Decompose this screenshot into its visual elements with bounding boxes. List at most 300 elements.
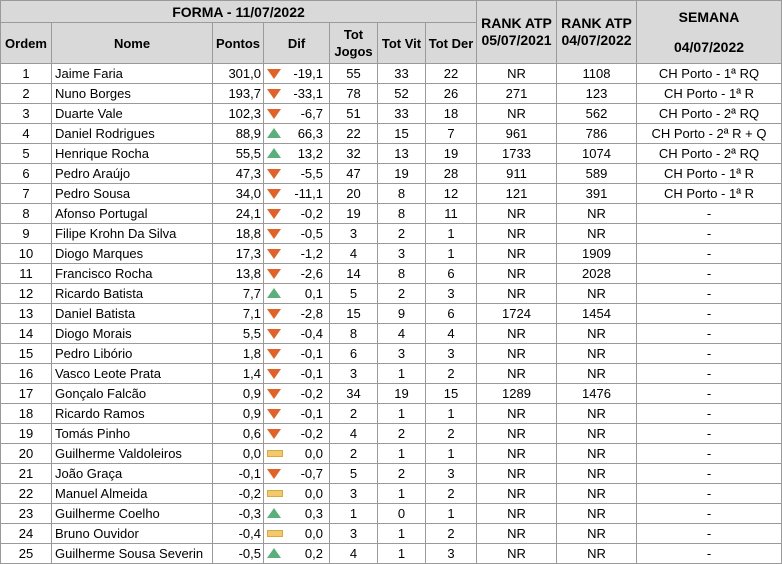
dif-value: -0,2	[300, 386, 323, 401]
cell-tot-der: 3	[426, 544, 477, 564]
col-nome-header: Nome	[52, 23, 213, 64]
cell-rank-atp-2021: NR	[477, 64, 557, 84]
cell-tot-der: 1	[426, 404, 477, 424]
cell-tot-vit: 2	[378, 464, 426, 484]
cell-rank-atp-2021: NR	[477, 364, 557, 384]
cell-nome: Diogo Morais	[52, 324, 213, 344]
cell-rank-atp-2022: NR	[557, 284, 637, 304]
cell-tot-vit: 33	[378, 104, 426, 124]
trend-down-icon	[267, 349, 281, 359]
cell-semana: -	[637, 304, 782, 324]
cell-pontos: -0,1	[213, 464, 264, 484]
rank-atp-2021-date: 05/07/2021	[481, 32, 552, 48]
cell-rank-atp-2021: NR	[477, 224, 557, 244]
table-row	[1, 244, 782, 264]
cell-nome: Tomás Pinho	[52, 424, 213, 444]
cell-nome: João Graça	[52, 464, 213, 484]
table-row	[1, 444, 782, 464]
cell-pontos: -0,5	[213, 544, 264, 564]
cell-rank-atp-2022: NR	[557, 364, 637, 384]
cell-tot-der: 1	[426, 244, 477, 264]
cell-rank-atp-2022: NR	[557, 204, 637, 224]
cell-tot-vit: 0	[378, 504, 426, 524]
cell-tot-jogos: 3	[330, 224, 378, 244]
cell-tot-vit: 19	[378, 164, 426, 184]
cell-pontos: 0,0	[213, 444, 264, 464]
cell-pontos: 301,0	[213, 64, 264, 84]
cell-ordem: 3	[1, 104, 52, 124]
cell-semana: CH Porto - 1ª RQ	[637, 64, 782, 84]
table-row	[1, 144, 782, 164]
cell-nome: Gonçalo Falcão	[52, 384, 213, 404]
cell-tot-vit: 4	[378, 324, 426, 344]
dif-value: -6,7	[300, 106, 323, 121]
dif-value: -33,1	[293, 86, 323, 101]
table-row	[1, 504, 782, 524]
cell-tot-der: 2	[426, 424, 477, 444]
cell-rank-atp-2022: NR	[557, 444, 637, 464]
cell-semana: -	[637, 364, 782, 384]
dif-value: -0,4	[300, 326, 323, 341]
cell-pontos: -0,3	[213, 504, 264, 524]
cell-ordem: 12	[1, 284, 52, 304]
table-row	[1, 184, 782, 204]
cell-dif	[264, 524, 330, 544]
cell-tot-der: 4	[426, 324, 477, 344]
table-row	[1, 544, 782, 564]
cell-tot-vit: 3	[378, 344, 426, 364]
cell-rank-atp-2022: 562	[557, 104, 637, 124]
cell-tot-vit: 1	[378, 544, 426, 564]
trend-down-icon	[267, 409, 281, 419]
trend-up-icon	[267, 548, 281, 558]
cell-tot-der: 6	[426, 264, 477, 284]
trend-flat-icon	[267, 490, 283, 497]
cell-rank-atp-2022: 1074	[557, 144, 637, 164]
cell-tot-der: 19	[426, 144, 477, 164]
dif-value: -1,2	[300, 246, 323, 261]
col-tot-der-header: Tot Der	[426, 23, 477, 64]
table-row	[1, 524, 782, 544]
cell-pontos: 88,9	[213, 124, 264, 144]
table-row	[1, 104, 782, 124]
cell-dif	[264, 324, 330, 344]
cell-nome: Pedro Libório	[52, 344, 213, 364]
cell-tot-der: 22	[426, 64, 477, 84]
cell-tot-der: 26	[426, 84, 477, 104]
cell-tot-der: 7	[426, 124, 477, 144]
cell-tot-der: 1	[426, 224, 477, 244]
trend-down-icon	[267, 189, 281, 199]
cell-rank-atp-2022: 786	[557, 124, 637, 144]
cell-rank-atp-2022: NR	[557, 324, 637, 344]
cell-dif	[264, 264, 330, 284]
cell-ordem: 8	[1, 204, 52, 224]
cell-rank-atp-2022: NR	[557, 344, 637, 364]
cell-pontos: 17,3	[213, 244, 264, 264]
cell-nome: Pedro Araújo	[52, 164, 213, 184]
cell-tot-vit: 1	[378, 484, 426, 504]
cell-semana: -	[637, 404, 782, 424]
dif-value: -0,2	[300, 206, 323, 221]
rank-atp-2022-header	[557, 1, 637, 64]
dif-value: -0,7	[300, 466, 323, 481]
cell-nome: Pedro Sousa	[52, 184, 213, 204]
col-tot-jogos-header: Tot Jogos	[330, 23, 378, 64]
cell-nome: Bruno Ouvidor	[52, 524, 213, 544]
table-title: FORMA - 11/07/2022	[1, 1, 477, 23]
cell-tot-der: 1	[426, 504, 477, 524]
trend-down-icon	[267, 469, 281, 479]
cell-ordem: 1	[1, 64, 52, 84]
trend-down-icon	[267, 249, 281, 259]
cell-tot-jogos: 55	[330, 64, 378, 84]
cell-tot-jogos: 5	[330, 284, 378, 304]
cell-ordem: 13	[1, 304, 52, 324]
cell-rank-atp-2022: NR	[557, 504, 637, 524]
cell-tot-jogos: 78	[330, 84, 378, 104]
cell-semana: CH Porto - 2ª R + Q	[637, 124, 782, 144]
cell-tot-jogos: 34	[330, 384, 378, 404]
cell-nome: Daniel Batista	[52, 304, 213, 324]
cell-tot-der: 2	[426, 484, 477, 504]
table-row	[1, 204, 782, 224]
trend-down-icon	[267, 209, 281, 219]
table-row	[1, 304, 782, 324]
cell-rank-atp-2022: NR	[557, 544, 637, 564]
dif-value: 0,0	[304, 526, 323, 541]
trend-down-icon	[267, 389, 281, 399]
cell-nome: Nuno Borges	[52, 84, 213, 104]
cell-dif	[264, 384, 330, 404]
cell-tot-jogos: 5	[330, 464, 378, 484]
cell-pontos: 18,8	[213, 224, 264, 244]
cell-dif	[264, 144, 330, 164]
dif-value: 0,0	[304, 486, 323, 501]
cell-ordem: 9	[1, 224, 52, 244]
cell-rank-atp-2022: NR	[557, 484, 637, 504]
cell-semana: -	[637, 444, 782, 464]
cell-rank-atp-2021: NR	[477, 404, 557, 424]
table-row	[1, 384, 782, 404]
cell-rank-atp-2022: 1909	[557, 244, 637, 264]
cell-ordem: 11	[1, 264, 52, 284]
cell-tot-jogos: 15	[330, 304, 378, 324]
cell-pontos: 102,3	[213, 104, 264, 124]
dif-value: -2,8	[300, 306, 323, 321]
cell-nome: Guilherme Sousa Severin	[52, 544, 213, 564]
cell-rank-atp-2022: 1476	[557, 384, 637, 404]
cell-pontos: 0,9	[213, 384, 264, 404]
cell-dif	[264, 364, 330, 384]
cell-tot-der: 11	[426, 204, 477, 224]
cell-tot-der: 2	[426, 524, 477, 544]
cell-tot-der: 3	[426, 284, 477, 304]
cell-pontos: 7,1	[213, 304, 264, 324]
cell-dif	[264, 284, 330, 304]
cell-rank-atp-2022: 123	[557, 84, 637, 104]
cell-rank-atp-2022: 391	[557, 184, 637, 204]
cell-nome: Duarte Vale	[52, 104, 213, 124]
cell-semana: -	[637, 324, 782, 344]
cell-dif	[264, 84, 330, 104]
cell-tot-vit: 1	[378, 444, 426, 464]
dif-value: -0,5	[300, 226, 323, 241]
cell-rank-atp-2021: NR	[477, 484, 557, 504]
trend-down-icon	[267, 269, 281, 279]
cell-dif	[264, 164, 330, 184]
dif-value: 0,1	[304, 286, 323, 301]
cell-semana: -	[637, 464, 782, 484]
cell-rank-atp-2021: NR	[477, 204, 557, 224]
rank-atp-2022-label: RANK ATP	[561, 15, 632, 31]
cell-tot-vit: 1	[378, 404, 426, 424]
cell-rank-atp-2021: NR	[477, 524, 557, 544]
dif-value: -0,1	[300, 406, 323, 421]
cell-tot-jogos: 4	[330, 544, 378, 564]
cell-rank-atp-2022: 2028	[557, 264, 637, 284]
dif-value: -5,5	[300, 166, 323, 181]
cell-semana: -	[637, 244, 782, 264]
cell-tot-der: 18	[426, 104, 477, 124]
cell-rank-atp-2021: 961	[477, 124, 557, 144]
cell-tot-vit: 19	[378, 384, 426, 404]
cell-rank-atp-2021: NR	[477, 344, 557, 364]
cell-tot-jogos: 3	[330, 364, 378, 384]
cell-dif	[264, 224, 330, 244]
dif-value: 66,3	[297, 126, 323, 141]
cell-dif	[264, 204, 330, 224]
cell-pontos: 1,8	[213, 344, 264, 364]
trend-down-icon	[267, 69, 281, 79]
cell-dif	[264, 124, 330, 144]
cell-semana: CH Porto - 1ª R	[637, 184, 782, 204]
dif-value: 0,0	[304, 446, 323, 461]
cell-tot-vit: 13	[378, 144, 426, 164]
cell-ordem: 7	[1, 184, 52, 204]
cell-dif	[264, 504, 330, 524]
cell-rank-atp-2022: NR	[557, 224, 637, 244]
cell-tot-jogos: 3	[330, 524, 378, 544]
cell-rank-atp-2021: NR	[477, 244, 557, 264]
trend-down-icon	[267, 229, 281, 239]
table-body	[1, 64, 782, 564]
table-row	[1, 164, 782, 184]
cell-dif	[264, 464, 330, 484]
cell-dif	[264, 244, 330, 264]
cell-pontos: 24,1	[213, 204, 264, 224]
table-row	[1, 424, 782, 444]
cell-nome: Filipe Krohn Da Silva	[52, 224, 213, 244]
semana-header	[637, 1, 782, 64]
cell-rank-atp-2021: NR	[477, 324, 557, 344]
cell-nome: Daniel Rodrigues	[52, 124, 213, 144]
trend-down-icon	[267, 429, 281, 439]
cell-tot-jogos: 4	[330, 244, 378, 264]
cell-rank-atp-2021: NR	[477, 544, 557, 564]
cell-tot-vit: 2	[378, 424, 426, 444]
table-row	[1, 64, 782, 84]
table-row	[1, 264, 782, 284]
cell-tot-jogos: 20	[330, 184, 378, 204]
dif-value: -0,2	[300, 426, 323, 441]
cell-ordem: 21	[1, 464, 52, 484]
dif-value: -0,1	[300, 366, 323, 381]
cell-ordem: 18	[1, 404, 52, 424]
cell-semana: CH Porto - 1ª R	[637, 84, 782, 104]
trend-flat-icon	[267, 530, 283, 537]
cell-semana: -	[637, 484, 782, 504]
trend-up-icon	[267, 288, 281, 298]
cell-rank-atp-2021: NR	[477, 104, 557, 124]
cell-tot-vit: 52	[378, 84, 426, 104]
cell-rank-atp-2021: NR	[477, 424, 557, 444]
cell-tot-jogos: 8	[330, 324, 378, 344]
cell-tot-jogos: 51	[330, 104, 378, 124]
trend-down-icon	[267, 309, 281, 319]
col-dif-header: Dif	[264, 23, 330, 64]
cell-semana: CH Porto - 2ª RQ	[637, 104, 782, 124]
cell-pontos: 55,5	[213, 144, 264, 164]
cell-dif	[264, 404, 330, 424]
cell-rank-atp-2021: NR	[477, 504, 557, 524]
cell-tot-jogos: 14	[330, 264, 378, 284]
cell-dif	[264, 104, 330, 124]
cell-nome: Henrique Rocha	[52, 144, 213, 164]
cell-pontos: 47,3	[213, 164, 264, 184]
cell-ordem: 20	[1, 444, 52, 464]
cell-nome: Ricardo Ramos	[52, 404, 213, 424]
cell-pontos: 7,7	[213, 284, 264, 304]
cell-dif	[264, 444, 330, 464]
cell-tot-der: 12	[426, 184, 477, 204]
col-tot-vit-header: Tot Vit	[378, 23, 426, 64]
rank-atp-2022-date: 04/07/2022	[561, 32, 632, 48]
table-row	[1, 284, 782, 304]
cell-ordem: 14	[1, 324, 52, 344]
cell-rank-atp-2021: 271	[477, 84, 557, 104]
table-row	[1, 344, 782, 364]
cell-tot-der: 2	[426, 364, 477, 384]
semana-date: 04/07/2022	[673, 39, 745, 55]
cell-semana: -	[637, 224, 782, 244]
table-row	[1, 324, 782, 344]
cell-semana: -	[637, 284, 782, 304]
cell-pontos: -0,4	[213, 524, 264, 544]
dif-value: -0,1	[300, 346, 323, 361]
cell-dif	[264, 64, 330, 84]
cell-rank-atp-2022: 1108	[557, 64, 637, 84]
cell-nome: Ricardo Batista	[52, 284, 213, 304]
cell-rank-atp-2021: 121	[477, 184, 557, 204]
dif-value: -11,1	[294, 186, 323, 201]
cell-nome: Francisco Rocha	[52, 264, 213, 284]
cell-nome: Jaime Faria	[52, 64, 213, 84]
cell-rank-atp-2021: 1289	[477, 384, 557, 404]
cell-rank-atp-2022: 589	[557, 164, 637, 184]
cell-tot-der: 3	[426, 464, 477, 484]
cell-ordem: 19	[1, 424, 52, 444]
cell-rank-atp-2021: NR	[477, 264, 557, 284]
cell-tot-jogos: 2	[330, 444, 378, 464]
rank-atp-2021-label: RANK ATP	[481, 15, 552, 31]
cell-tot-jogos: 3	[330, 484, 378, 504]
cell-nome: Diogo Marques	[52, 244, 213, 264]
cell-tot-vit: 8	[378, 184, 426, 204]
cell-ordem: 25	[1, 544, 52, 564]
cell-tot-vit: 1	[378, 524, 426, 544]
cell-tot-vit: 2	[378, 284, 426, 304]
cell-ordem: 15	[1, 344, 52, 364]
trend-down-icon	[267, 109, 281, 119]
cell-ordem: 22	[1, 484, 52, 504]
cell-rank-atp-2022: NR	[557, 404, 637, 424]
cell-semana: CH Porto - 1ª R	[637, 164, 782, 184]
semana-label: SEMANA	[678, 9, 740, 25]
trend-up-icon	[267, 148, 281, 158]
cell-tot-jogos: 32	[330, 144, 378, 164]
cell-dif	[264, 424, 330, 444]
cell-tot-jogos: 1	[330, 504, 378, 524]
cell-semana: -	[637, 504, 782, 524]
cell-semana: -	[637, 344, 782, 364]
table-row	[1, 84, 782, 104]
cell-tot-vit: 33	[378, 64, 426, 84]
cell-dif	[264, 304, 330, 324]
table-row	[1, 464, 782, 484]
cell-ordem: 10	[1, 244, 52, 264]
cell-tot-jogos: 19	[330, 204, 378, 224]
dif-value: 0,2	[304, 546, 323, 561]
dif-value: 13,2	[297, 146, 323, 161]
cell-tot-der: 3	[426, 344, 477, 364]
cell-tot-vit: 2	[378, 224, 426, 244]
cell-semana: -	[637, 204, 782, 224]
col-ordem-header: Ordem	[1, 23, 52, 64]
cell-ordem: 6	[1, 164, 52, 184]
dif-value: -19,1	[293, 66, 323, 81]
table-row	[1, 224, 782, 244]
trend-up-icon	[267, 508, 281, 518]
cell-ordem: 2	[1, 84, 52, 104]
cell-pontos: 13,8	[213, 264, 264, 284]
table-row	[1, 484, 782, 504]
table-row	[1, 364, 782, 384]
trend-flat-icon	[267, 450, 283, 457]
cell-rank-atp-2022: NR	[557, 464, 637, 484]
table-row	[1, 124, 782, 144]
cell-rank-atp-2022: NR	[557, 424, 637, 444]
cell-semana: -	[637, 384, 782, 404]
cell-semana: CH Porto - 2ª RQ	[637, 144, 782, 164]
cell-rank-atp-2021: 1724	[477, 304, 557, 324]
cell-rank-atp-2021: NR	[477, 464, 557, 484]
cell-dif	[264, 184, 330, 204]
cell-tot-der: 6	[426, 304, 477, 324]
cell-semana: -	[637, 264, 782, 284]
cell-ordem: 23	[1, 504, 52, 524]
col-pontos-header: Pontos	[213, 23, 264, 64]
cell-rank-atp-2022: NR	[557, 524, 637, 544]
cell-tot-jogos: 2	[330, 404, 378, 424]
cell-nome: Manuel Almeida	[52, 484, 213, 504]
cell-rank-atp-2021: 911	[477, 164, 557, 184]
cell-tot-vit: 8	[378, 204, 426, 224]
cell-tot-der: 15	[426, 384, 477, 404]
cell-rank-atp-2021: 1733	[477, 144, 557, 164]
cell-pontos: 34,0	[213, 184, 264, 204]
cell-tot-vit: 8	[378, 264, 426, 284]
